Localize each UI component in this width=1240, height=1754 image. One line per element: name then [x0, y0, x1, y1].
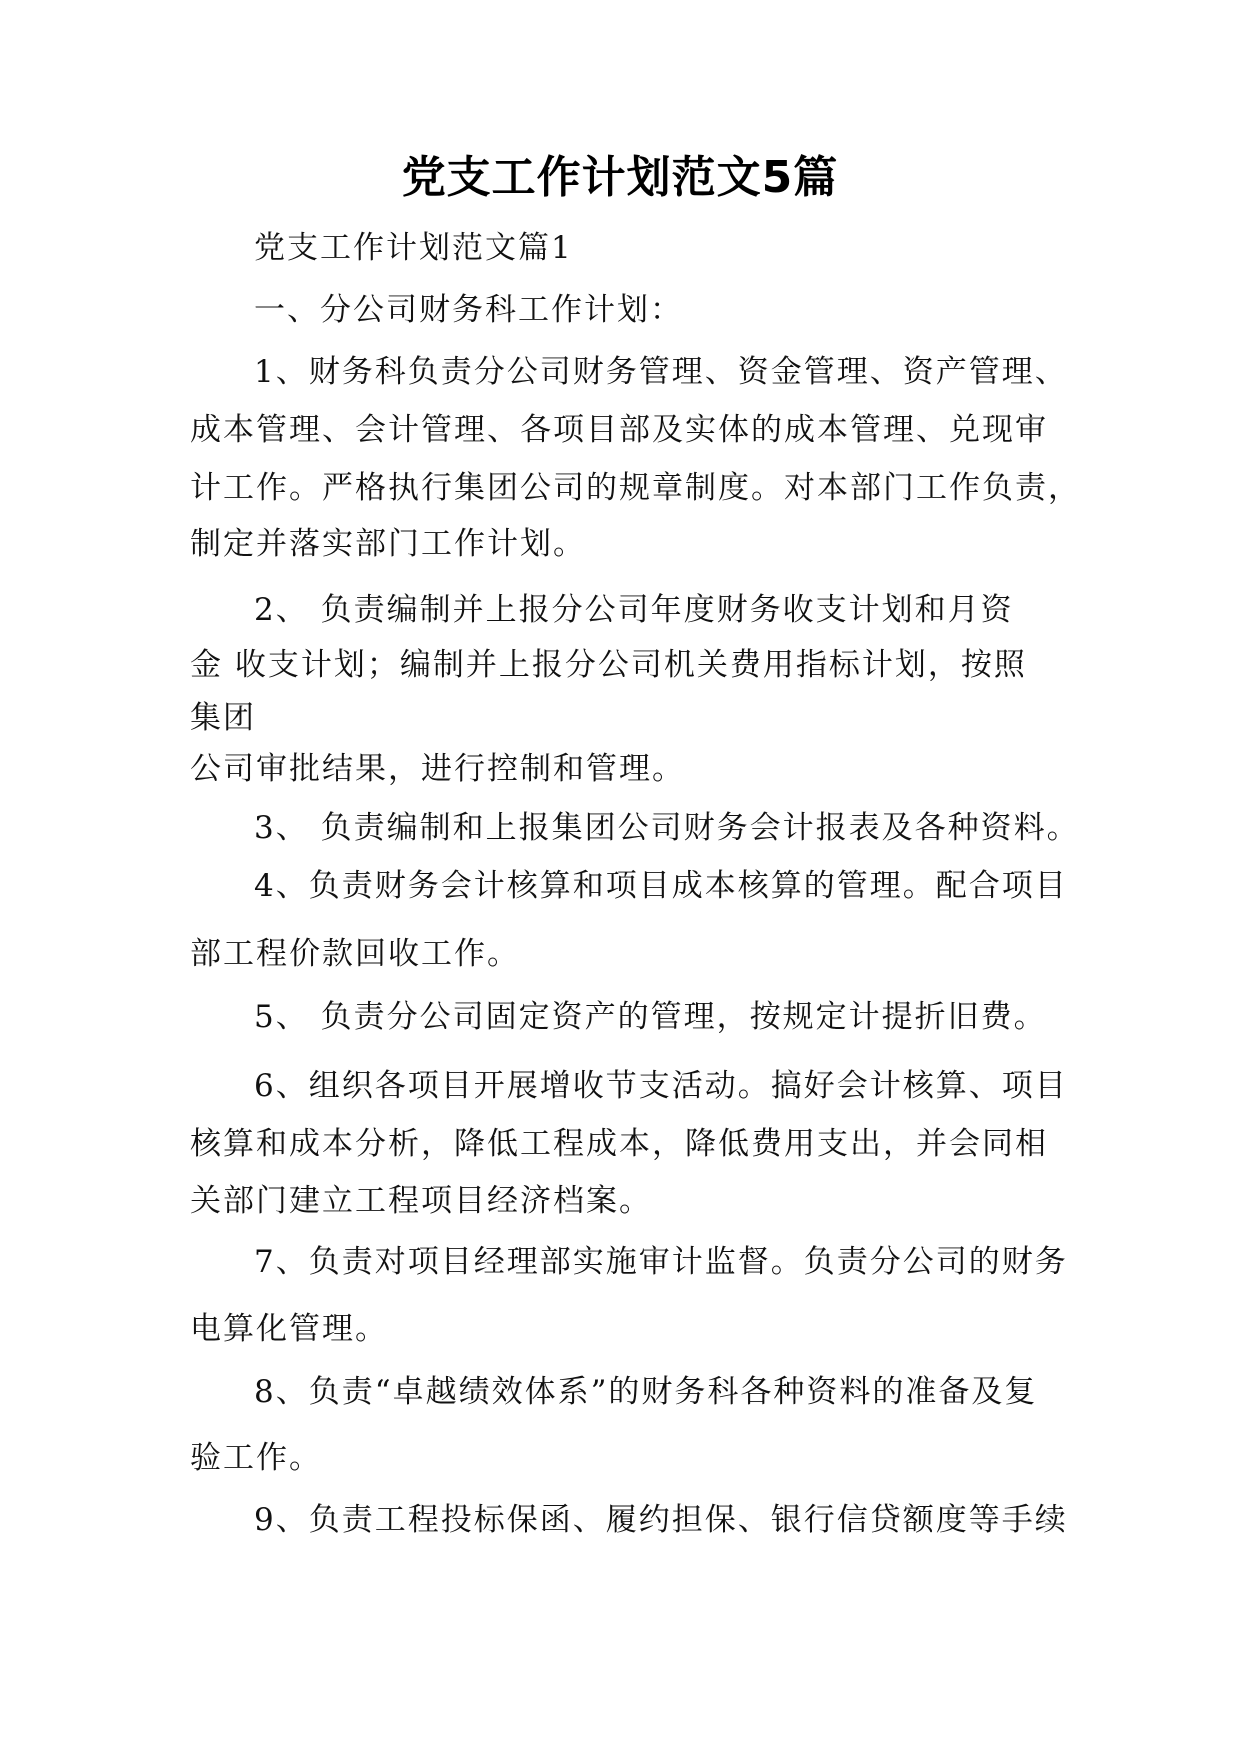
item-2-line-2: 金 收支计划；编制并上报分公司机关费用指标计划，按照: [190, 647, 1027, 683]
subtitle: 党支工作计划范文篇1: [254, 230, 573, 266]
item-5-line-1: 5、 负责分公司固定资产的管理，按规定计提折旧费。: [254, 999, 1047, 1035]
item-1-line-1: 1、财务科负责分公司财务管理、资金管理、资产管理、: [254, 354, 1068, 390]
item-8-line-2: 验工作。: [190, 1440, 322, 1476]
item-2-line-4: 公司审批结果，进行控制和管理。: [190, 751, 685, 787]
item-6-line-2: 核算和成本分析，降低工程成本，降低费用支出，并会同相: [190, 1126, 1048, 1162]
item-1-line-3: 计工作。严格执行集团公司的规章制度。对本部门工作负责，: [190, 470, 1081, 506]
item-8-line-1: 8、负责“卓越绩效体系”的财务科各种资料的准备及复: [254, 1374, 1038, 1410]
item-1-line-4: 制定并落实部门工作计划。: [190, 526, 586, 562]
item-2-line-3: 集团: [190, 700, 256, 736]
item-3-line-1: 3、 负责编制和上报集团公司财务会计报表及各种资料。: [254, 810, 1080, 846]
item-4-line-2: 部工程价款回收工作。: [190, 936, 520, 972]
item-4-line-1: 4、负责财务会计核算和项目成本核算的管理。配合项目: [254, 868, 1068, 904]
item-7-line-1: 7、负责对项目经理部实施审计监督。负责分公司的财务: [254, 1244, 1068, 1280]
item-6-line-1: 6、组织各项目开展增收节支活动。搞好会计核算、项目: [254, 1068, 1068, 1104]
item-9-line-1: 9、负责工程投标保函、履约担保、银行信贷额度等手续: [254, 1502, 1068, 1538]
item-1-line-2: 成本管理、会计管理、各项目部及实体的成本管理、兑现审: [190, 412, 1048, 448]
section-heading: 一、分公司财务科工作计划：: [254, 292, 683, 328]
item-2-line-1: 2、 负责编制并上报分公司年度财务收支计划和月资: [254, 592, 1014, 628]
item-6-line-3: 关部门建立工程项目经济档案。: [190, 1183, 652, 1219]
item-7-line-2: 电算化管理。: [190, 1311, 388, 1347]
document-title: 党支工作计划范文5篇: [401, 152, 839, 203]
